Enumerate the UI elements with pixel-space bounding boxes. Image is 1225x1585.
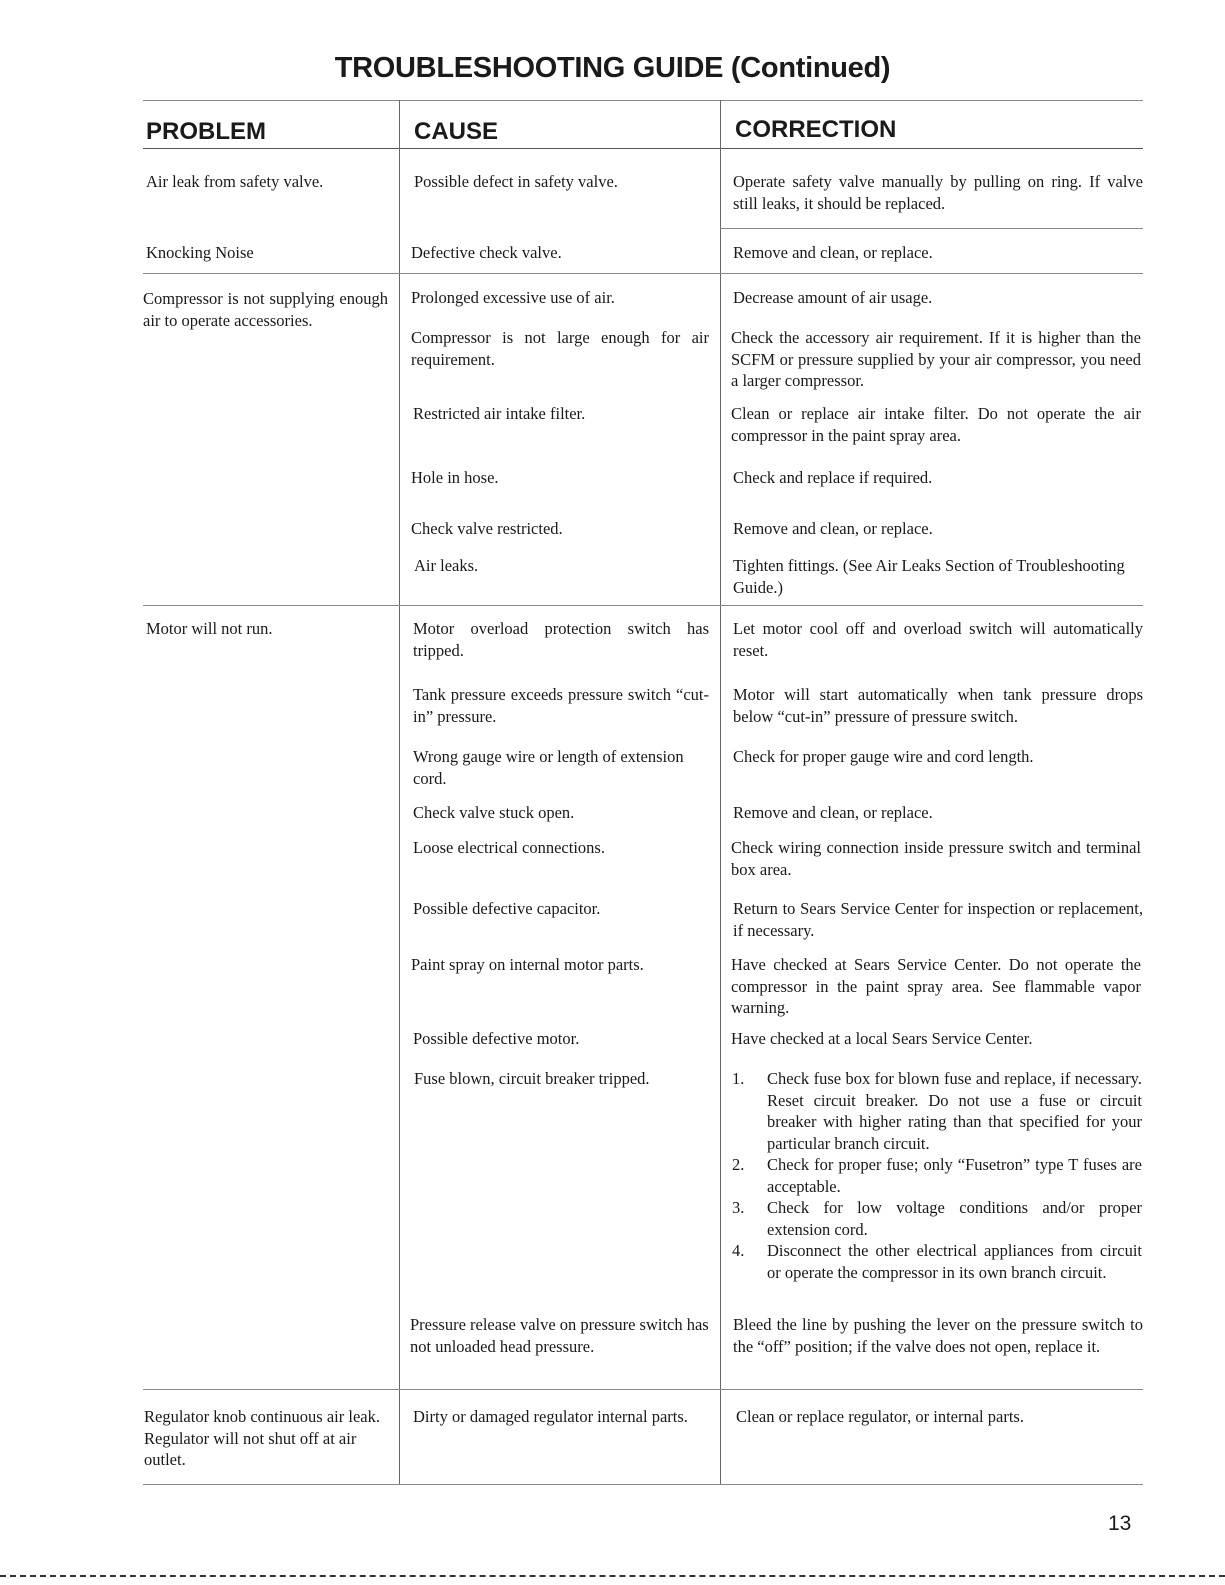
problem-cell: Motor will not run. — [146, 619, 273, 638]
correction-cell: Bleed the line by pushing the lever on the pressure switch to the “off” position; if the valve does not open, replace it. — [733, 1315, 1143, 1356]
problem-cell: Regulator knob continuous air leak. Regulator will not shut off at air outlet. — [144, 1407, 380, 1469]
correction-cell: Check wiring connection inside pressure switch and terminal box area. — [731, 838, 1141, 879]
row-divider — [143, 1389, 1143, 1390]
correction-cell: Check the accessory air requirement. If it is higher than the SCFM or pressure supplied by your air compressor, you need a larger compressor. — [731, 328, 1141, 390]
problem-cell: Compressor is not supplying enough air to operate accessories. — [143, 289, 388, 330]
cause-cell: Hole in hose. — [411, 468, 499, 487]
correction-cell: Remove and clean, or replace. — [733, 803, 933, 822]
correction-cell: Return to Sears Service Center for inspection or replacement, if necessary. — [733, 899, 1143, 940]
correction-cell: Decrease amount of air usage. — [733, 288, 933, 307]
cause-cell: Wrong gauge wire or length of extension cord. — [413, 747, 684, 788]
page-title: TROUBLESHOOTING GUIDE (Continued) — [334, 52, 891, 84]
correction-cell: Clean or replace regulator, or internal parts. — [736, 1407, 1024, 1426]
list-item-text: Check for low voltage conditions and/or proper extension cord. — [767, 1198, 1142, 1239]
list-item-text: Check for proper fuse; only “Fusetron” type T fuses are acceptable. — [767, 1155, 1142, 1196]
table-bottom-rule — [143, 1484, 1143, 1485]
problem-cell: Knocking Noise — [146, 243, 254, 262]
list-item-number: 3. — [732, 1198, 745, 1217]
cause-cell: Check valve stuck open. — [413, 803, 575, 822]
correction-cell: Have checked at Sears Service Center. Do not operate the compressor in the paint spray area. See flammable vapor warning. — [731, 955, 1141, 1017]
cause-cell: Defective check valve. — [411, 243, 562, 262]
cause-cell: Possible defective capacitor. — [413, 899, 601, 918]
scan-edge-divider — [0, 1575, 1225, 1577]
cause-cell: Tank pressure exceeds pressure switch “cut-in” pressure. — [413, 685, 709, 726]
list-item-text: Disconnect the other electrical appliances from circuit or operate the compressor in its own branch circuit. — [767, 1241, 1142, 1282]
header-correction: CORRECTION — [735, 116, 897, 143]
correction-cell: Check for proper gauge wire and cord length. — [733, 747, 1034, 766]
correction-cell: Tighten fittings. (See Air Leaks Section of Troubleshooting Guide.) — [733, 556, 1125, 597]
correction-cell: Clean or replace air intake filter. Do not operate the air compressor in the paint spray area. — [731, 404, 1141, 445]
column-divider-1 — [399, 100, 400, 1484]
list-item-number: 4. — [732, 1241, 745, 1260]
correction-cell: Remove and clean, or replace. — [733, 519, 933, 538]
column-divider-2 — [720, 100, 721, 1484]
list-item-number: 2. — [732, 1155, 745, 1174]
cause-cell: Air leaks. — [414, 556, 479, 575]
list-item-number: 1. — [732, 1069, 745, 1088]
problem-cell: Air leak from safety valve. — [146, 172, 324, 191]
header-cause: CAUSE — [414, 118, 499, 145]
correction-cell: Let motor cool off and overload switch will automatically reset. — [733, 619, 1143, 660]
row-divider — [143, 273, 1143, 274]
page-number: 13 — [1108, 1512, 1132, 1535]
cause-cell: Loose electrical connections. — [413, 838, 605, 857]
correction-cell: Motor will start automatically when tank pressure drops below “cut-in” pressure of pressure switch. — [733, 685, 1143, 726]
cause-cell: Fuse blown, circuit breaker tripped. — [414, 1069, 650, 1088]
cause-cell: Compressor is not large enough for air requirement. — [411, 328, 709, 369]
correction-cell: Have checked at a local Sears Service Center. — [731, 1029, 1033, 1048]
correction-cell: Remove and clean, or replace. — [733, 243, 933, 262]
cause-cell: Possible defective motor. — [413, 1029, 580, 1048]
row-divider — [720, 228, 1143, 229]
table-top-rule — [143, 100, 1143, 101]
header-problem: PROBLEM — [146, 118, 266, 145]
correction-cell: Operate safety valve manually by pulling on ring. If valve still leaks, it should be replaced. — [733, 172, 1143, 213]
cause-cell: Possible defect in safety valve. — [414, 172, 618, 191]
cause-cell: Prolonged excessive use of air. — [411, 288, 615, 307]
correction-cell: Check and replace if required. — [733, 468, 933, 487]
header-rule — [143, 148, 1143, 149]
cause-cell: Check valve restricted. — [411, 519, 563, 538]
cause-cell: Restricted air intake filter. — [413, 404, 586, 423]
cause-cell: Dirty or damaged regulator internal parts. — [413, 1407, 688, 1426]
row-divider — [143, 605, 1143, 606]
cause-cell: Motor overload protection switch has tripped. — [413, 619, 709, 660]
cause-cell: Paint spray on internal motor parts. — [411, 955, 644, 974]
list-item-text: Check fuse box for blown fuse and replace, if necessary. Reset circuit breaker. Do not use a fuse or circuit breaker with higher rating than that specified for your particular branch circuit. — [767, 1069, 1142, 1153]
cause-cell: Pressure release valve on pressure switch has not unloaded head pressure. — [410, 1315, 709, 1356]
